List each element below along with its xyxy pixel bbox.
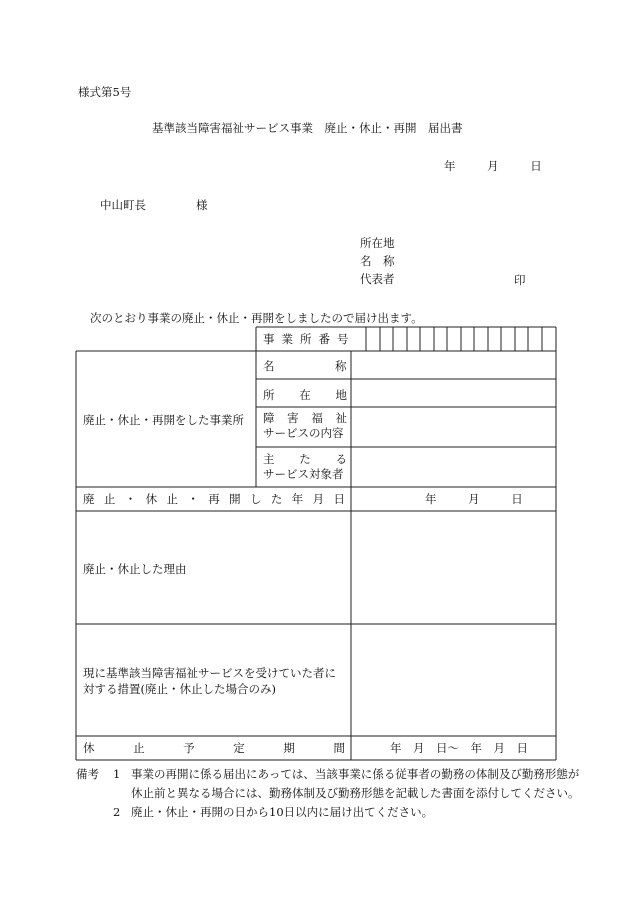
- name-label-char: 称: [335, 359, 347, 373]
- close-date-value: 年 月 日: [425, 492, 523, 506]
- period-label-char: 止: [133, 741, 145, 755]
- close-date-label: [83, 491, 345, 507]
- target-label-char: た: [299, 452, 311, 466]
- close-date-char: 止: [166, 492, 178, 506]
- service-label-char: 害: [287, 411, 299, 425]
- service-label-char: 福: [311, 411, 323, 425]
- note-text: 廃止・休止・再開の日から10日以内に届け出てください。: [131, 805, 434, 819]
- close-date-char: 年: [291, 492, 304, 506]
- period-label: [83, 740, 345, 756]
- period-label-char: 定: [233, 741, 245, 755]
- location-label: [263, 387, 347, 403]
- intro-text: 次のとおり事業の廃止・休止・再開をしましたので届け出ます。: [90, 311, 423, 325]
- target-label-char: 主: [263, 452, 275, 466]
- period-label-char: 間: [333, 741, 345, 755]
- period-label-char: 休: [83, 741, 95, 755]
- notes-block: [76, 765, 587, 822]
- applicant-rep-label: 代表者: [360, 272, 395, 286]
- document-title: 基準該当障害福祉サービス事業 廃止・休止・再開 届出書: [152, 121, 463, 135]
- location-label-char: 所: [263, 388, 275, 402]
- close-date-char: 廃: [83, 492, 95, 506]
- close-date-char: 止: [103, 492, 116, 506]
- close-date-char: 開: [229, 492, 241, 506]
- period-value: 年 月 日〜 年 月 日: [390, 741, 528, 755]
- service-target-label: [263, 452, 347, 482]
- close-date-char: 日: [333, 492, 345, 506]
- close-date-char: ・: [124, 492, 137, 506]
- applicant-block: [360, 234, 395, 288]
- note-text: 事業の再開に係る届出にあっては、当該事業に係る従事者の勤務の体制及び勤務形態が休止前と異なる場合には、勤務体制及び勤務形態を記載した書面を添付してください。: [131, 767, 580, 800]
- close-date-char: た: [270, 492, 283, 506]
- office-section-label: 廃止・休止・再開をした事業所: [83, 413, 244, 427]
- addressee-name: 中山町長: [100, 198, 146, 212]
- applicant-name-label: 名 称: [360, 254, 395, 268]
- note-item: [76, 803, 587, 822]
- close-date-char: 休: [145, 492, 158, 506]
- service-label-char: 障: [263, 411, 275, 425]
- target-label-bottom: サービス対象者: [263, 467, 344, 481]
- form-number: 様式第5号: [78, 85, 132, 99]
- addressee-honorific: 様: [196, 198, 208, 212]
- location-label-char: 地: [335, 388, 347, 402]
- target-label-char: る: [335, 452, 347, 466]
- note-number: 1: [113, 767, 121, 781]
- measure-label-line: 現に基準該当障害福祉サービスを受けていた者に: [83, 666, 336, 680]
- close-date-char: 再: [208, 492, 220, 506]
- applicant-address-label: 所在地: [360, 236, 395, 250]
- name-label-char: 名: [263, 359, 275, 373]
- measure-label: [83, 665, 336, 697]
- close-date-char: し: [250, 492, 262, 506]
- measure-label-line: 対する措置(廃止・休止した場合のみ): [83, 682, 276, 696]
- location-label-char: 在: [299, 388, 311, 402]
- service-label-bottom: サービスの内容: [263, 426, 344, 440]
- period-label-char: 予: [183, 741, 195, 755]
- note-item: [76, 765, 587, 803]
- service-label-char: 祉: [335, 411, 347, 425]
- seal-mark: 印: [514, 273, 526, 287]
- submission-date: 年 月 日: [444, 159, 542, 173]
- addressee: [100, 197, 208, 213]
- note-number: 2: [113, 805, 121, 819]
- close-date-char: 月: [312, 492, 325, 506]
- service-content-label: [263, 411, 347, 441]
- close-date-char: ・: [187, 492, 199, 506]
- office-number-label: 事業所番号: [263, 332, 356, 346]
- notes-heading: 備考: [76, 767, 99, 781]
- reason-label: 廃止・休止した理由: [83, 562, 187, 576]
- period-label-char: 期: [283, 741, 295, 755]
